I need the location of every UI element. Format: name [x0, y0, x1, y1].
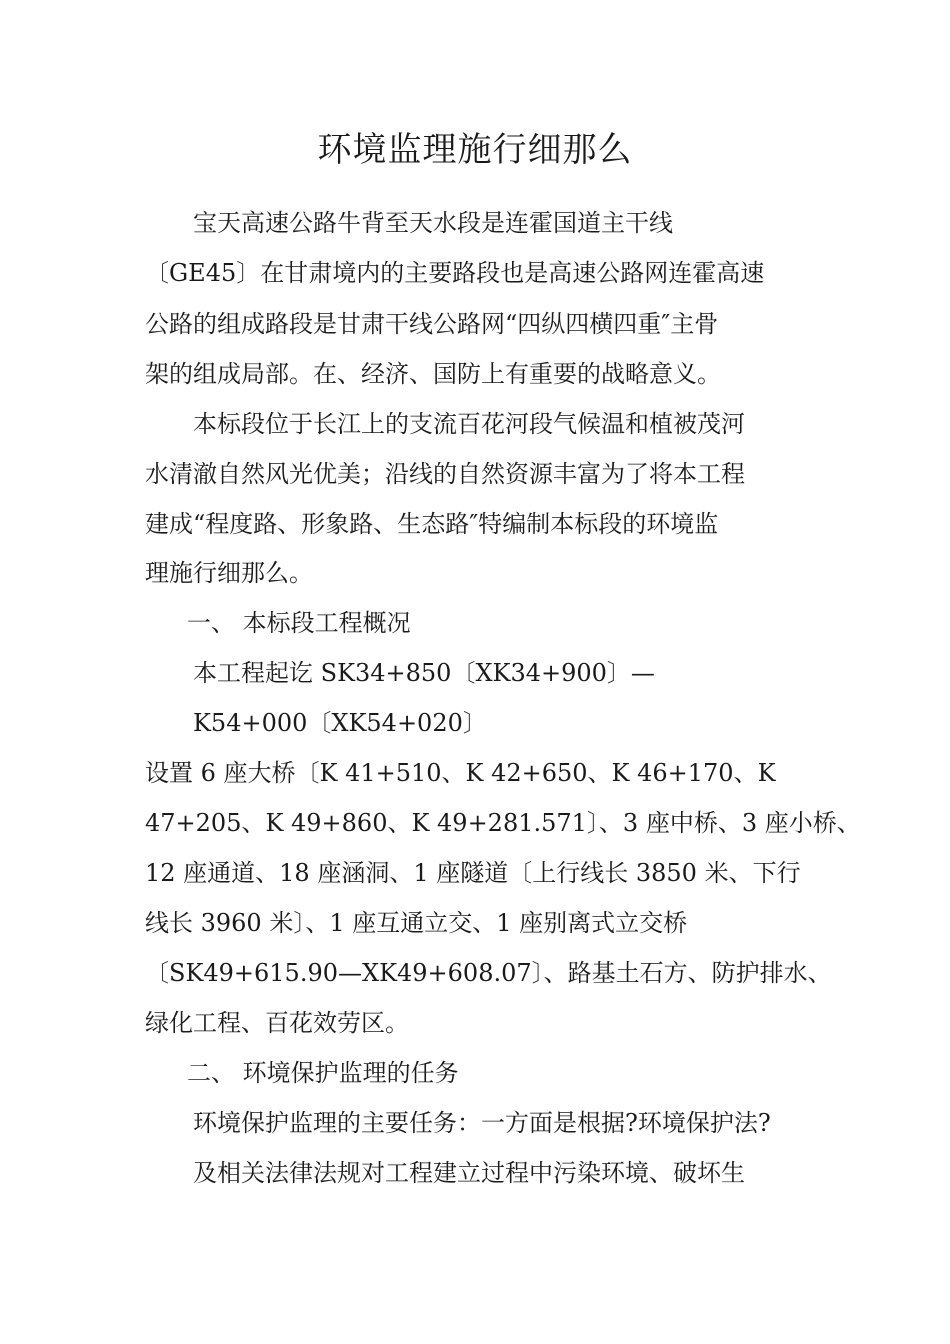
- paragraph-line: 水清澈自然风光优美；沿线的自然资源丰富为了将本工程: [145, 460, 745, 488]
- paragraph-line: 及相关法律法规对工程建立过程中污染环境、破坏生: [193, 1159, 745, 1187]
- paragraph-line: 宝天高速公路牛背至天水段是连霍国道主干线: [193, 209, 673, 237]
- paragraph-line: 本工程起讫 SK34+850〔XK34+900〕—: [193, 659, 655, 687]
- paragraph-line: 公路的组成路段是甘肃干线公路网“四纵四横四重″主骨: [145, 310, 719, 338]
- paragraph-line: 本标段位于长江上的支流百花河段气候温和植被茂河: [193, 410, 745, 438]
- paragraph-line: 环境保护监理的主要任务：一方面是根据?环境保护法?: [193, 1109, 771, 1137]
- paragraph-line: 〔GE45〕在甘肃境内的主要路段也是高速公路网连霍高速: [145, 259, 765, 287]
- document-title: 环境监理施行细那么: [317, 130, 633, 170]
- paragraph-line: 绿化工程、百花效劳区。: [145, 1009, 409, 1037]
- paragraph-line: 〔SK49+615.90—XK49+608.07〕、路基土石方、防护排水、: [145, 959, 832, 987]
- paragraph-line: K54+000〔XK54+020〕: [193, 709, 487, 737]
- section-heading: 二、 环境保护监理的任务: [187, 1059, 459, 1087]
- section-heading: 一、 本标段工程概况: [187, 609, 411, 637]
- paragraph-line: 建成“程度路、形象路、生态路″特编制本标段的环境监: [145, 510, 719, 538]
- paragraph-line: 线长 3960 米〕、1 座互通立交、1 座别离式立交桥: [145, 909, 688, 937]
- paragraph-line: 设置 6 座大桥〔K 41+510、K 42+650、K 46+170、K: [145, 759, 776, 787]
- paragraph-line: 47+205、K 49+860、K 49+281.571〕、3 座中桥、3 座小桥、: [145, 809, 861, 837]
- paragraph-line: 架的组成局部。在、经济、国防上有重要的战略意义。: [145, 360, 721, 388]
- paragraph-line: 12 座通道、18 座涵洞、1 座隧道〔上行线长 3850 米、下行: [145, 859, 801, 887]
- paragraph-line: 理施行细那么。: [145, 559, 313, 587]
